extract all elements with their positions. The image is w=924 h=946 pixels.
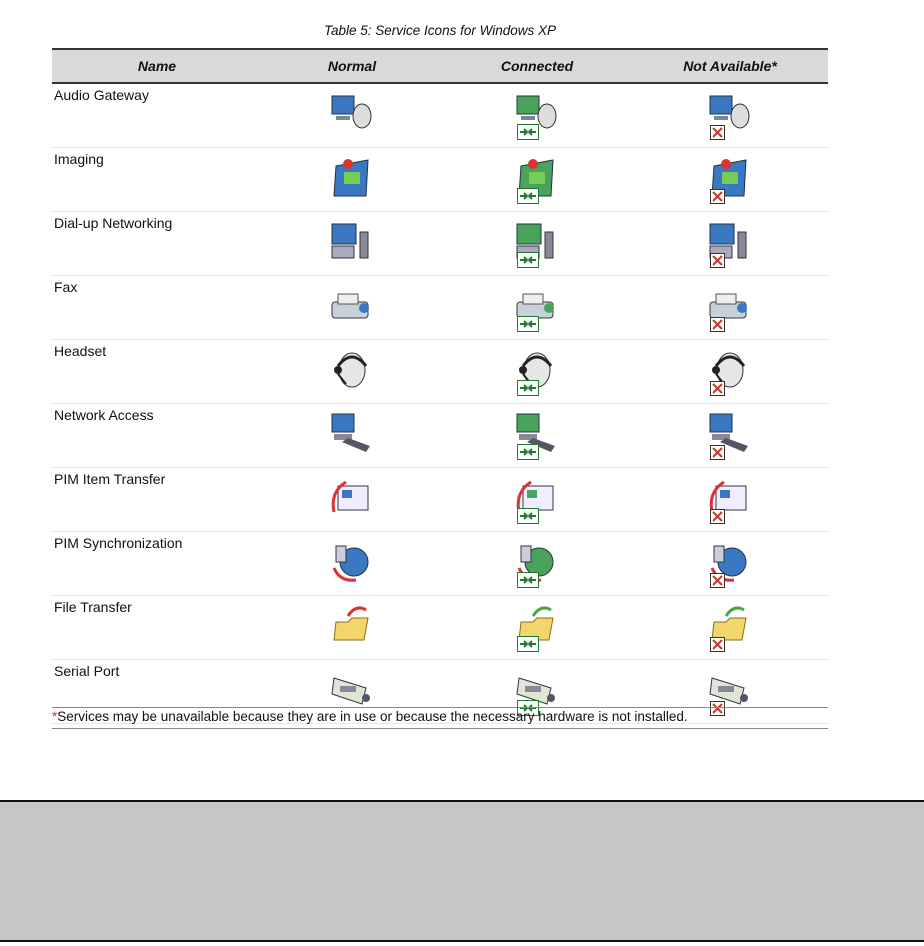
not-available-x-icon xyxy=(710,189,725,204)
footer-band xyxy=(0,800,924,942)
network-access-icon xyxy=(326,408,378,462)
icon-cell-not-available xyxy=(632,212,828,275)
connected-arrows-icon xyxy=(517,316,539,332)
column-header-not-available: Not Available* xyxy=(683,58,777,74)
footnote xyxy=(52,707,828,729)
file-transfer-icon xyxy=(704,600,756,654)
headset-icon xyxy=(704,344,756,398)
icon-cell-normal xyxy=(262,468,442,531)
service-name: Audio Gateway xyxy=(54,87,149,103)
table-row xyxy=(52,212,828,276)
service-name: Network Access xyxy=(54,407,154,423)
table-row xyxy=(52,532,828,596)
service-name: Imaging xyxy=(54,151,104,167)
audio-gateway-icon xyxy=(704,88,756,142)
connected-arrows-icon xyxy=(517,508,539,524)
connected-arrows-icon xyxy=(517,572,539,588)
icon-cell-not-available xyxy=(632,148,828,211)
icon-cell-normal xyxy=(262,148,442,211)
audio-gateway-icon xyxy=(511,88,563,142)
fax-icon xyxy=(704,280,756,334)
service-name: Serial Port xyxy=(54,663,120,679)
service-name: Dial-up Networking xyxy=(54,215,173,231)
icon-cell-connected xyxy=(442,276,632,339)
imaging-icon xyxy=(326,152,378,206)
service-name: Fax xyxy=(54,279,78,295)
connected-arrows-icon xyxy=(517,188,539,204)
connected-arrows-icon xyxy=(517,380,539,396)
file-transfer-icon xyxy=(511,600,563,654)
connected-arrows-icon xyxy=(517,124,539,140)
pim-synchronization-icon xyxy=(326,536,378,590)
column-header-normal: Normal xyxy=(327,58,377,74)
icon-cell-connected xyxy=(442,468,632,531)
dial-up-networking-icon xyxy=(704,216,756,270)
file-transfer-icon xyxy=(326,600,378,654)
service-icons-table xyxy=(52,48,828,724)
imaging-icon xyxy=(511,152,563,206)
service-name: PIM Synchronization xyxy=(54,535,183,551)
fax-icon xyxy=(326,280,378,334)
pim-synchronization-icon xyxy=(511,536,563,590)
icon-cell-normal xyxy=(262,596,442,659)
service-name: Headset xyxy=(54,343,107,359)
icon-cell-normal xyxy=(262,84,442,147)
service-name: File Transfer xyxy=(54,599,132,615)
pim-synchronization-icon xyxy=(704,536,756,590)
dial-up-networking-icon xyxy=(511,216,563,270)
icon-cell-connected xyxy=(442,212,632,275)
connected-arrows-icon xyxy=(517,444,539,460)
icon-cell-connected xyxy=(442,404,632,467)
icon-cell-connected xyxy=(442,340,632,403)
imaging-icon xyxy=(704,152,756,206)
column-header-connected: Connected xyxy=(500,58,574,74)
icon-cell-not-available xyxy=(632,84,828,147)
pim-item-transfer-icon xyxy=(326,472,378,526)
table-row xyxy=(52,596,828,660)
not-available-x-icon xyxy=(710,637,725,652)
connected-arrows-icon xyxy=(517,252,539,268)
audio-gateway-icon xyxy=(326,88,378,142)
service-name: PIM Item Transfer xyxy=(54,471,166,487)
not-available-x-icon xyxy=(710,509,725,524)
headset-icon xyxy=(511,344,563,398)
network-access-icon xyxy=(704,408,756,462)
icon-cell-normal xyxy=(262,212,442,275)
icon-cell-not-available xyxy=(632,532,828,595)
fax-icon xyxy=(511,280,563,334)
footnote-text: Services may be unavailable because they are in use or because the necessary hardware is not installed. xyxy=(57,709,688,724)
icon-cell-normal xyxy=(262,532,442,595)
headset-icon xyxy=(326,344,378,398)
footnote-marker: * xyxy=(52,709,58,724)
dial-up-networking-icon xyxy=(326,216,378,270)
icon-cell-normal xyxy=(262,276,442,339)
column-header-name: Name xyxy=(137,58,177,74)
icon-cell-connected xyxy=(442,596,632,659)
not-available-x-icon xyxy=(710,125,725,140)
network-access-icon xyxy=(511,408,563,462)
icon-cell-connected xyxy=(442,84,632,147)
table-row xyxy=(52,276,828,340)
not-available-x-icon xyxy=(710,445,725,460)
not-available-x-icon xyxy=(710,253,725,268)
table-row xyxy=(52,340,828,404)
table-header xyxy=(52,48,828,84)
icon-cell-connected xyxy=(442,148,632,211)
table-row xyxy=(52,148,828,212)
icon-cell-not-available xyxy=(632,276,828,339)
icon-cell-not-available xyxy=(632,596,828,659)
icon-cell-normal xyxy=(262,404,442,467)
not-available-x-icon xyxy=(710,381,725,396)
pim-item-transfer-icon xyxy=(704,472,756,526)
icon-cell-not-available xyxy=(632,340,828,403)
icon-cell-not-available xyxy=(632,404,828,467)
not-available-x-icon xyxy=(710,317,725,332)
table-body xyxy=(52,84,828,724)
table-row xyxy=(52,468,828,532)
not-available-x-icon xyxy=(710,573,725,588)
table-row xyxy=(52,84,828,148)
table-title: Table 5: Service Icons for Windows XP xyxy=(324,23,556,38)
icon-cell-not-available xyxy=(632,468,828,531)
icon-cell-connected xyxy=(442,532,632,595)
connected-arrows-icon xyxy=(517,636,539,652)
icon-cell-normal xyxy=(262,340,442,403)
pim-item-transfer-icon xyxy=(511,472,563,526)
table-row xyxy=(52,404,828,468)
